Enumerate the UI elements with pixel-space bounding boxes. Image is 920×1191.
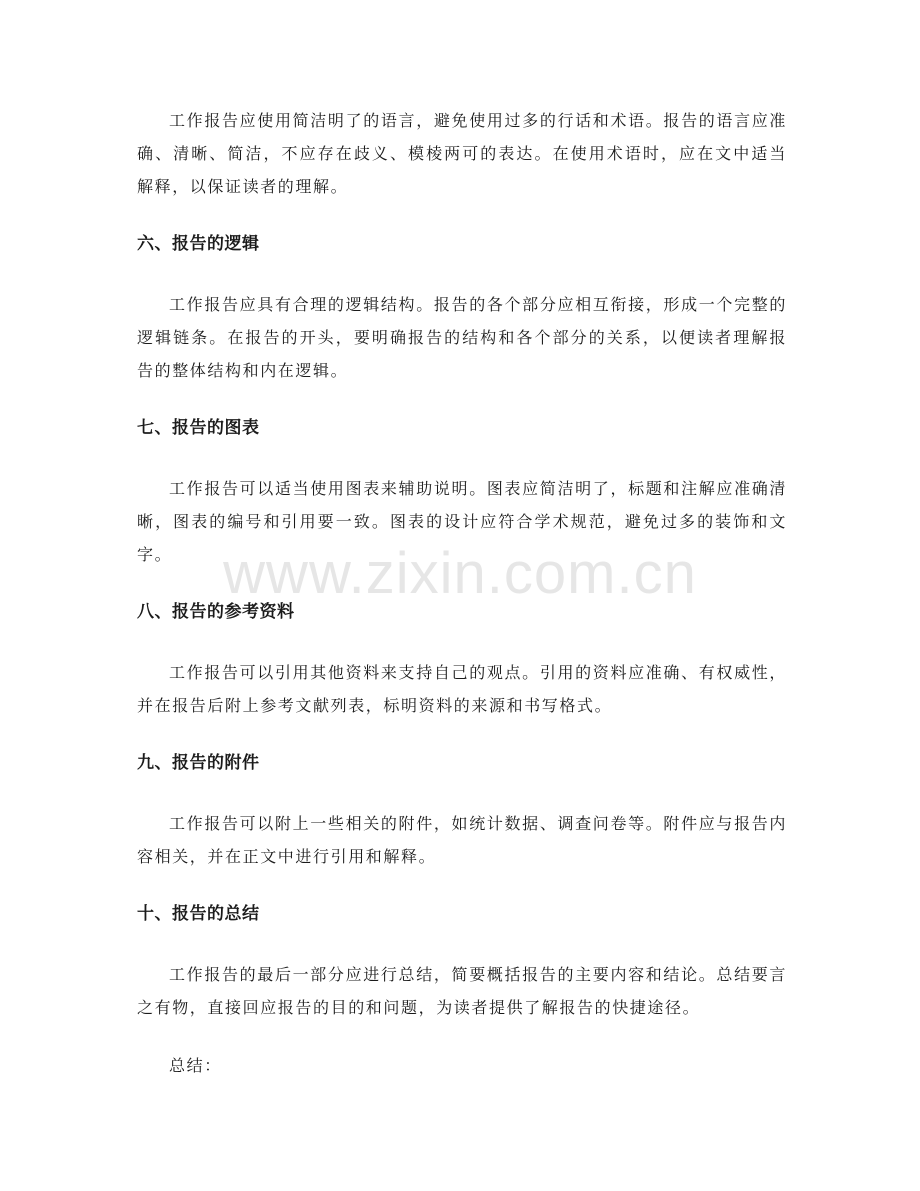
heading-references: 八、报告的参考资料 xyxy=(137,602,295,622)
heading-charts: 七、报告的图表 xyxy=(137,418,260,438)
paragraph-summary: 工作报告的最后一部分应进行总结，简要概括报告的主要内容和结论。总结要言之有物，直接回应报告的目的和问题，为读者提供了解报告的快捷途径。 xyxy=(137,965,787,1017)
watermark-text: www.zixin.com.cn xyxy=(223,541,697,606)
paragraph-attachments: 工作报告可以附上一些相关的附件，如统计数据、调查问卷等。附件应与报告内容相关，并在正文中进行引用和解释。 xyxy=(137,814,787,866)
paragraph-references: 工作报告可以引用其他资料来支持自己的观点。引用的资料应准确、有权威性，并在报告后附上参考文献列表，标明资料的来源和书写格式。 xyxy=(137,663,787,715)
heading-logic: 六、报告的逻辑 xyxy=(137,234,260,254)
closing-label: 总结： xyxy=(169,1056,222,1075)
paragraph-language: 工作报告应使用简洁明了的语言，避免使用过多的行话和术语。报告的语言应准确、清晰、简洁，不应存在歧义、模棱两可的表达。在使用术语时，应在文中适当解释，以保证读者的理解。 xyxy=(137,111,787,196)
document-body xyxy=(137,104,787,1082)
paragraph-charts: 工作报告可以适当使用图表来辅助说明。图表应简洁明了，标题和注解应准确清晰，图表的编号和引用要一致。图表的设计应符合学术规范，避免过多的装饰和文字。 xyxy=(137,479,787,564)
heading-summary: 十、报告的总结 xyxy=(137,904,260,924)
heading-attachments: 九、报告的附件 xyxy=(137,753,260,773)
paragraph-logic: 工作报告应具有合理的逻辑结构。报告的各个部分应相互衔接，形成一个完整的逻辑链条。在报告的开头，要明确报告的结构和各个部分的关系，以便读者理解报告的整体结构和内在逻辑。 xyxy=(137,295,787,380)
